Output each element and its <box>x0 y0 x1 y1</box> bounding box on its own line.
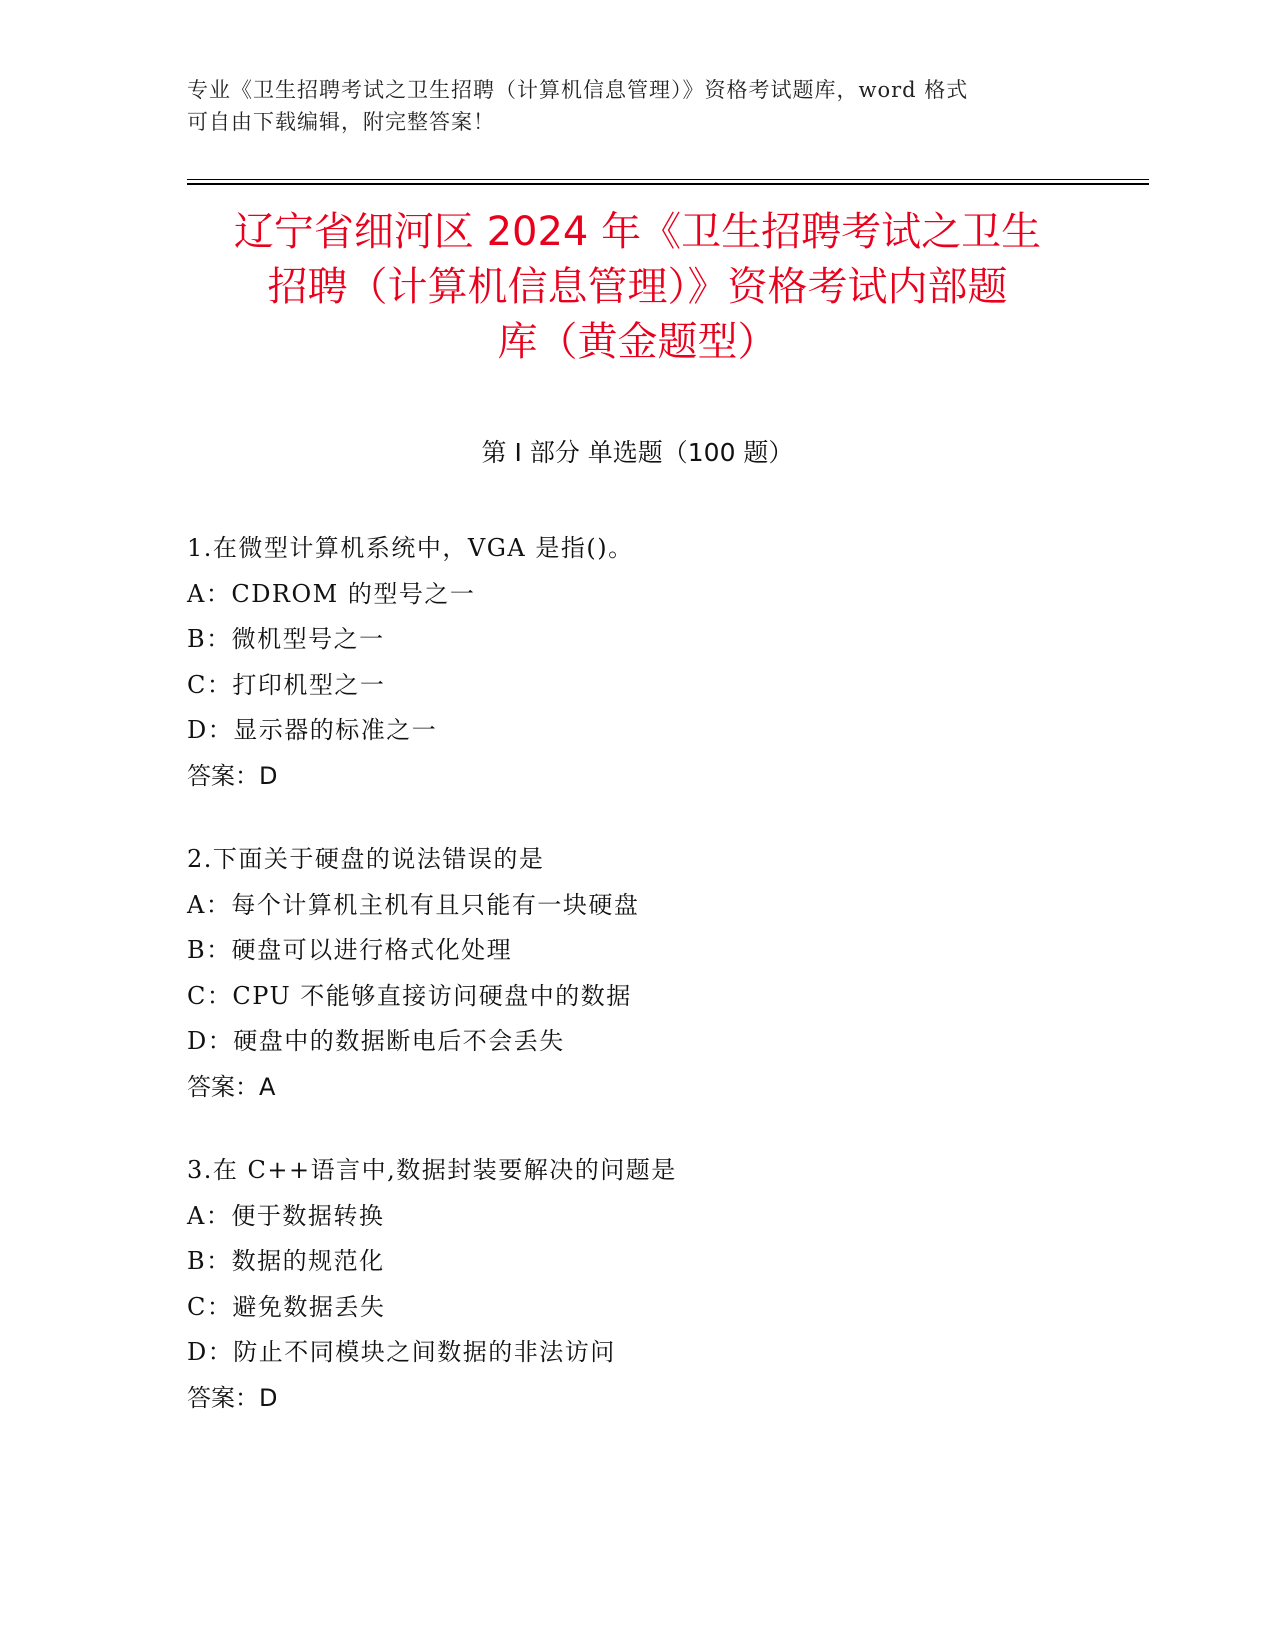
document-header-note <box>187 74 1087 138</box>
option-d: D：硬盘中的数据断电后不会丢失 <box>187 1027 565 1055</box>
question-list <box>187 526 1147 1459</box>
option-b: B：微机型号之一 <box>187 625 385 653</box>
option-a: A：CDROM 的型号之一 <box>187 579 476 608</box>
option-d: D：显示器的标准之一 <box>187 716 438 744</box>
question-1 <box>187 526 1147 799</box>
answer: 答案：D <box>187 761 278 790</box>
question-3 <box>187 1148 1147 1421</box>
option-d: D：防止不同模块之间数据的非法访问 <box>187 1338 616 1366</box>
title-line-2: 招聘（计算机信息管理）》资格考试内部题 <box>267 264 1008 310</box>
answer: 答案：A <box>187 1072 276 1101</box>
question-stem: 3.在 C++语言中,数据封装要解决的问题是 <box>187 1156 677 1184</box>
option-b: B：数据的规范化 <box>187 1247 385 1275</box>
question-stem: 1.在微型计算机系统中，VGA 是指()。 <box>187 534 634 562</box>
option-b: B：硬盘可以进行格式化处理 <box>187 936 513 964</box>
option-c: C：CPU 不能够直接访问硬盘中的数据 <box>187 981 632 1010</box>
title-line-3: 库（黄金题型） <box>497 319 778 365</box>
option-a: A：便于数据转换 <box>187 1201 385 1230</box>
option-c: C：避免数据丢失 <box>187 1292 386 1321</box>
title-line-1: 辽宁省细河区 2024 年《卫生招聘考试之卫生 <box>233 209 1042 255</box>
header-note-line-2: 可自由下载编辑，附完整答案！ <box>187 110 495 134</box>
option-c: C：打印机型之一 <box>187 670 386 699</box>
answer: 答案：D <box>187 1383 278 1412</box>
document-title <box>175 205 1100 370</box>
header-divider-thin <box>187 179 1149 180</box>
section-heading: 第 I 部分 单选题（100 题） <box>481 438 794 467</box>
question-2 <box>187 837 1147 1110</box>
header-note-line-1: 专业《卫生招聘考试之卫生招聘（计算机信息管理）》资格考试题库，word 格式 <box>187 78 969 102</box>
question-stem: 2.下面关于硬盘的说法错误的是 <box>187 845 545 873</box>
header-divider-thick <box>187 183 1149 185</box>
option-a: A：每个计算机主机有且只能有一块硬盘 <box>187 890 640 919</box>
